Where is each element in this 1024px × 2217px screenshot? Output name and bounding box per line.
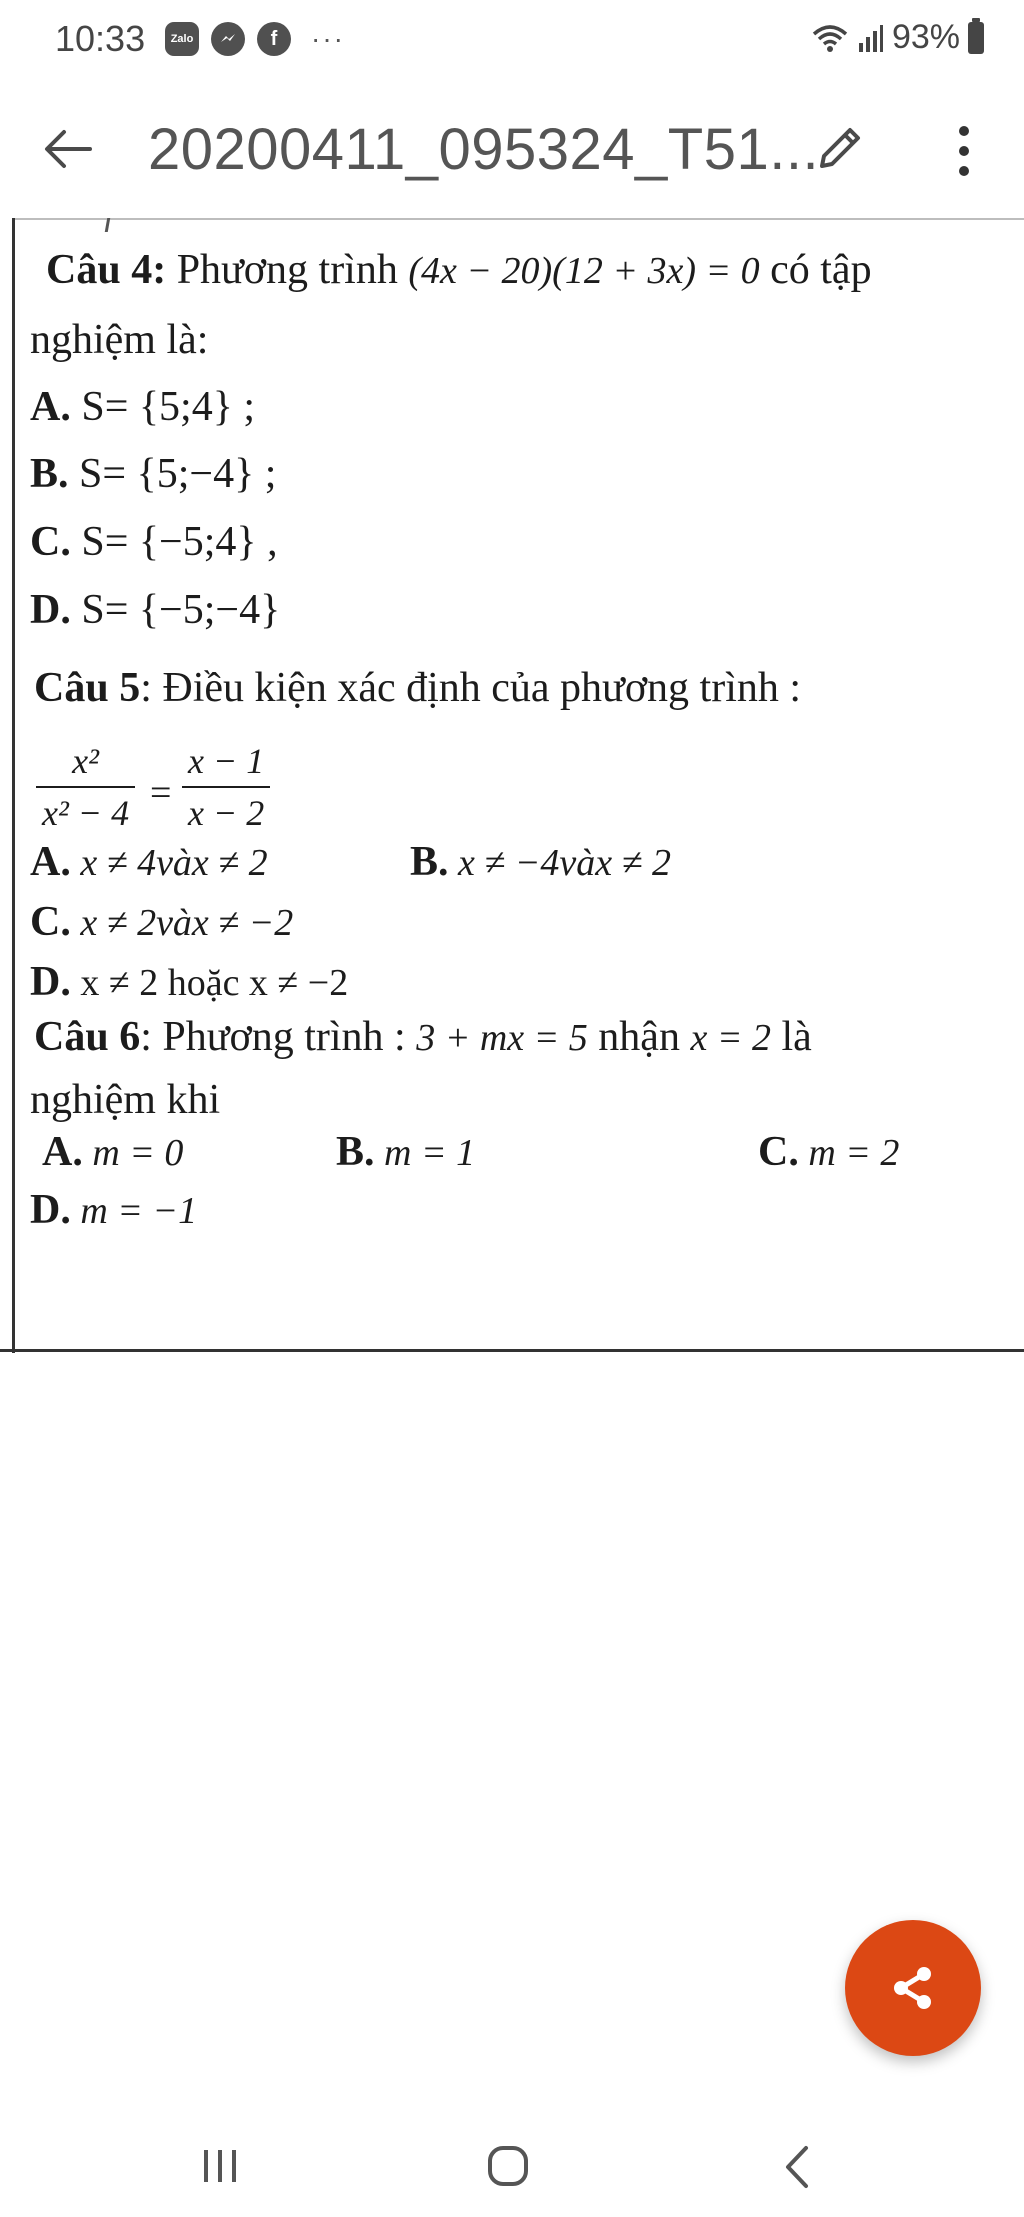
q6-equation2: x = 2 — [690, 1017, 771, 1059]
q6-option-a — [42, 1128, 183, 1176]
fraction-numerator: x² — [72, 741, 99, 781]
option-value: x ≠ −4vàx ≠ 2 — [448, 842, 671, 884]
option-label: B. — [30, 451, 69, 497]
facebook-icon: f — [257, 22, 291, 56]
more-notifications-icon: ··· — [311, 23, 345, 54]
zalo-icon: Zalo — [165, 22, 199, 56]
q6-line2: nghiệm khi — [30, 1077, 221, 1123]
share-icon — [888, 1963, 938, 2013]
q4-option-b — [30, 450, 276, 498]
option-label: A. — [30, 839, 71, 885]
option-label: A. — [42, 1129, 83, 1175]
option-label: C. — [758, 1129, 799, 1175]
option-label: D. — [30, 1187, 71, 1233]
system-indicators — [810, 18, 984, 57]
back-arrow-icon[interactable] — [40, 122, 94, 176]
option-label: D. — [30, 959, 71, 1005]
q5-option-a — [30, 838, 268, 886]
recent-apps-icon[interactable] — [200, 2146, 240, 2186]
option-value: S= {5;−4} ; — [68, 451, 277, 497]
option-label: D. — [30, 587, 71, 633]
nav-back-icon[interactable] — [782, 2144, 812, 2190]
option-value: x ≠ 2 hoặc x ≠ −2 — [70, 962, 349, 1004]
q6-text-pre: : Phương trình : — [140, 1014, 417, 1060]
q6-text-post: là — [770, 1014, 812, 1060]
option-value: m = 0 — [82, 1132, 184, 1174]
option-label: C. — [30, 519, 71, 565]
q4-equation: (4x − 20)(12 + 3x) = 0 — [408, 250, 760, 292]
option-label: B. — [410, 839, 449, 885]
q6-option-b — [336, 1128, 475, 1176]
option-value: S= {−5;4} , — [70, 519, 278, 565]
wifi-icon — [810, 22, 850, 54]
fraction-bar — [36, 786, 135, 788]
option-value: S= {−5;−4} — [70, 587, 281, 633]
option-value: S= {5;4} ; — [70, 384, 256, 430]
q4-line2: nghiệm là: — [30, 317, 209, 363]
q4-option-a — [30, 383, 255, 431]
q4-label: Câu 4: — [46, 247, 167, 293]
pencil-icon[interactable] — [812, 120, 868, 176]
battery-icon — [968, 22, 984, 54]
signal-icon — [858, 23, 884, 53]
fraction-denominator: x² − 4 — [42, 793, 130, 833]
document-page — [0, 218, 1024, 1353]
q5-option-d — [30, 958, 348, 1006]
option-value: m = −1 — [70, 1190, 198, 1232]
messenger-icon — [211, 22, 245, 56]
home-icon[interactable] — [486, 2144, 530, 2188]
q4-option-d — [30, 586, 280, 634]
q6-line1 — [34, 1013, 812, 1061]
fraction-denominator: x − 2 — [188, 793, 265, 833]
navigation-bar — [0, 2110, 1024, 2217]
option-label: A. — [30, 384, 71, 430]
more-vert-icon[interactable] — [940, 122, 988, 180]
q4-text-post: có tập — [759, 247, 872, 293]
q5-equals: = — [150, 772, 172, 814]
status-time: 10:33 — [55, 18, 146, 59]
option-value: m = 1 — [374, 1132, 476, 1174]
option-label: C. — [30, 899, 71, 945]
battery-percent: 93% — [891, 18, 960, 56]
q6-text-mid: nhận — [587, 1014, 691, 1060]
option-value: m = 2 — [798, 1132, 900, 1174]
option-value: x ≠ 2vàx ≠ −2 — [70, 902, 294, 944]
q4-line1 — [46, 246, 872, 294]
q5-fraction-left — [36, 740, 135, 834]
q6-equation: 3 + mx = 5 — [416, 1017, 588, 1059]
q5-fraction-right — [182, 740, 270, 834]
document-text — [0, 218, 1024, 1353]
q5-line1 — [34, 664, 801, 712]
q6-label: Câu 6 — [34, 1014, 141, 1060]
option-label: B. — [336, 1129, 375, 1175]
q4-option-c — [30, 518, 278, 566]
document-title: 20200411_095324_T51... — [148, 117, 820, 182]
fraction-bar — [182, 786, 270, 788]
q6-option-c — [758, 1128, 899, 1176]
q5-option-b — [410, 838, 671, 886]
q4-text-pre: Phương trình — [166, 247, 409, 293]
fraction-numerator: x − 1 — [188, 741, 265, 781]
option-value: x ≠ 4vàx ≠ 2 — [70, 842, 268, 884]
q5-label: Câu 5 — [34, 665, 141, 711]
q5-option-c — [30, 898, 293, 946]
notification-icons — [165, 22, 345, 56]
q5-text: : Điều kiện xác định của phương trình : — [140, 665, 802, 711]
status-bar — [0, 0, 1024, 84]
share-button[interactable] — [845, 1920, 981, 2056]
q6-option-d — [30, 1186, 197, 1234]
app-bar — [0, 84, 1024, 214]
